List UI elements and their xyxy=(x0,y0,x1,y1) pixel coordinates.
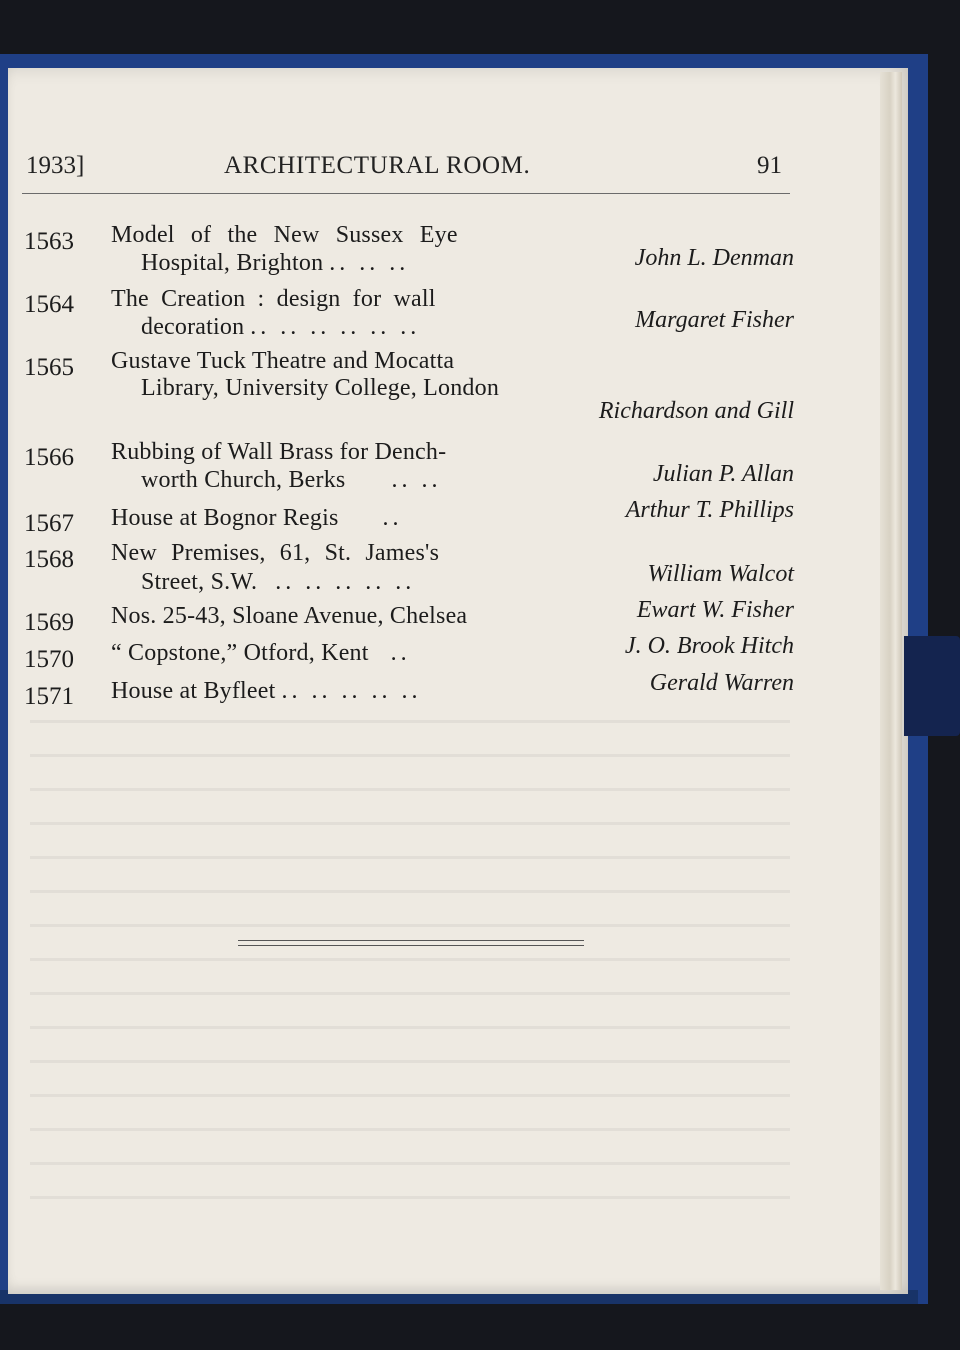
dot-leader: .. .. .. .. .. xyxy=(281,678,422,704)
entry-author: Margaret Fisher xyxy=(635,307,794,333)
entry-title-text: decoration xyxy=(141,314,245,340)
entry-author: Ewart W. Fisher xyxy=(636,597,794,623)
entry-title-text: Street, S.W. xyxy=(141,569,258,595)
section-end-rule xyxy=(238,940,584,946)
entry-author: J. O. Brook Hitch xyxy=(624,633,794,659)
entry-number: 1567 xyxy=(24,510,74,537)
entry-title-text: “ Copstone,” Otford, Kent xyxy=(111,640,369,666)
entry-title-text: House at Byfleet xyxy=(111,678,276,704)
entry-title-line: Nos. 25-43, Sloane Avenue, Chelsea xyxy=(111,603,468,629)
entry-title-text: worth Church, Berks xyxy=(141,467,346,493)
entry-title-line: The Creation : design for wall xyxy=(111,286,436,312)
entry-title-line xyxy=(111,678,422,705)
entry-number: 1563 xyxy=(24,228,74,255)
dot-leader: .. xyxy=(382,505,403,531)
page-fore-edge xyxy=(880,72,902,1290)
entry-title-text: Library, University College, London xyxy=(141,375,500,401)
entry-title-continuation xyxy=(141,569,415,596)
dot-leader: .. xyxy=(390,640,411,666)
entry-title-continuation xyxy=(141,250,409,277)
entry-number: 1571 xyxy=(24,683,74,710)
entry-number: 1569 xyxy=(24,609,74,636)
dot-leader: .. .. .. xyxy=(329,250,410,276)
entry-title-line: Model of the New Sussex Eye xyxy=(111,222,458,248)
dot-leader: .. .. xyxy=(391,467,442,493)
bookmark-ribbon xyxy=(904,636,960,736)
entry-title-line: Gustave Tuck Theatre and Mocatta xyxy=(111,348,455,374)
entry-number: 1570 xyxy=(24,646,74,673)
entry-author: John L. Denman xyxy=(634,245,794,271)
entry-title-continuation xyxy=(141,314,420,341)
entry-title-line: Rubbing of Wall Brass for Dench- xyxy=(111,439,447,465)
entry-title-line xyxy=(111,505,403,532)
header-year: 1933] xyxy=(26,152,85,179)
entry-number: 1566 xyxy=(24,444,74,471)
dot-leader: .. .. .. .. .. xyxy=(275,569,416,595)
entry-number: 1564 xyxy=(24,291,74,318)
show-through-texture xyxy=(30,720,790,1220)
entry-title-line xyxy=(111,640,411,667)
entry-number: 1568 xyxy=(24,546,74,573)
entry-author: Julian P. Allan xyxy=(652,461,794,487)
dot-leader: .. .. .. .. .. .. xyxy=(250,314,421,340)
entry-author: Arthur T. Phillips xyxy=(625,497,794,523)
entry-number: 1565 xyxy=(24,354,74,381)
entry-author: Gerald Warren xyxy=(649,670,794,696)
page-title: ARCHITECTURAL ROOM. xyxy=(224,152,531,179)
entry-title-continuation xyxy=(141,375,499,402)
entry-author: William Walcot xyxy=(647,561,794,587)
entry-author: Richardson and Gill xyxy=(598,398,794,424)
entry-title-text: House at Bognor Regis xyxy=(111,505,339,531)
entry-title-text: Hospital, Brighton xyxy=(141,250,324,276)
header-rule xyxy=(22,193,790,194)
page-number: 91 xyxy=(757,152,782,179)
entry-title-line: New Premises, 61, St. James's xyxy=(111,540,440,566)
entry-title-continuation xyxy=(141,467,441,494)
